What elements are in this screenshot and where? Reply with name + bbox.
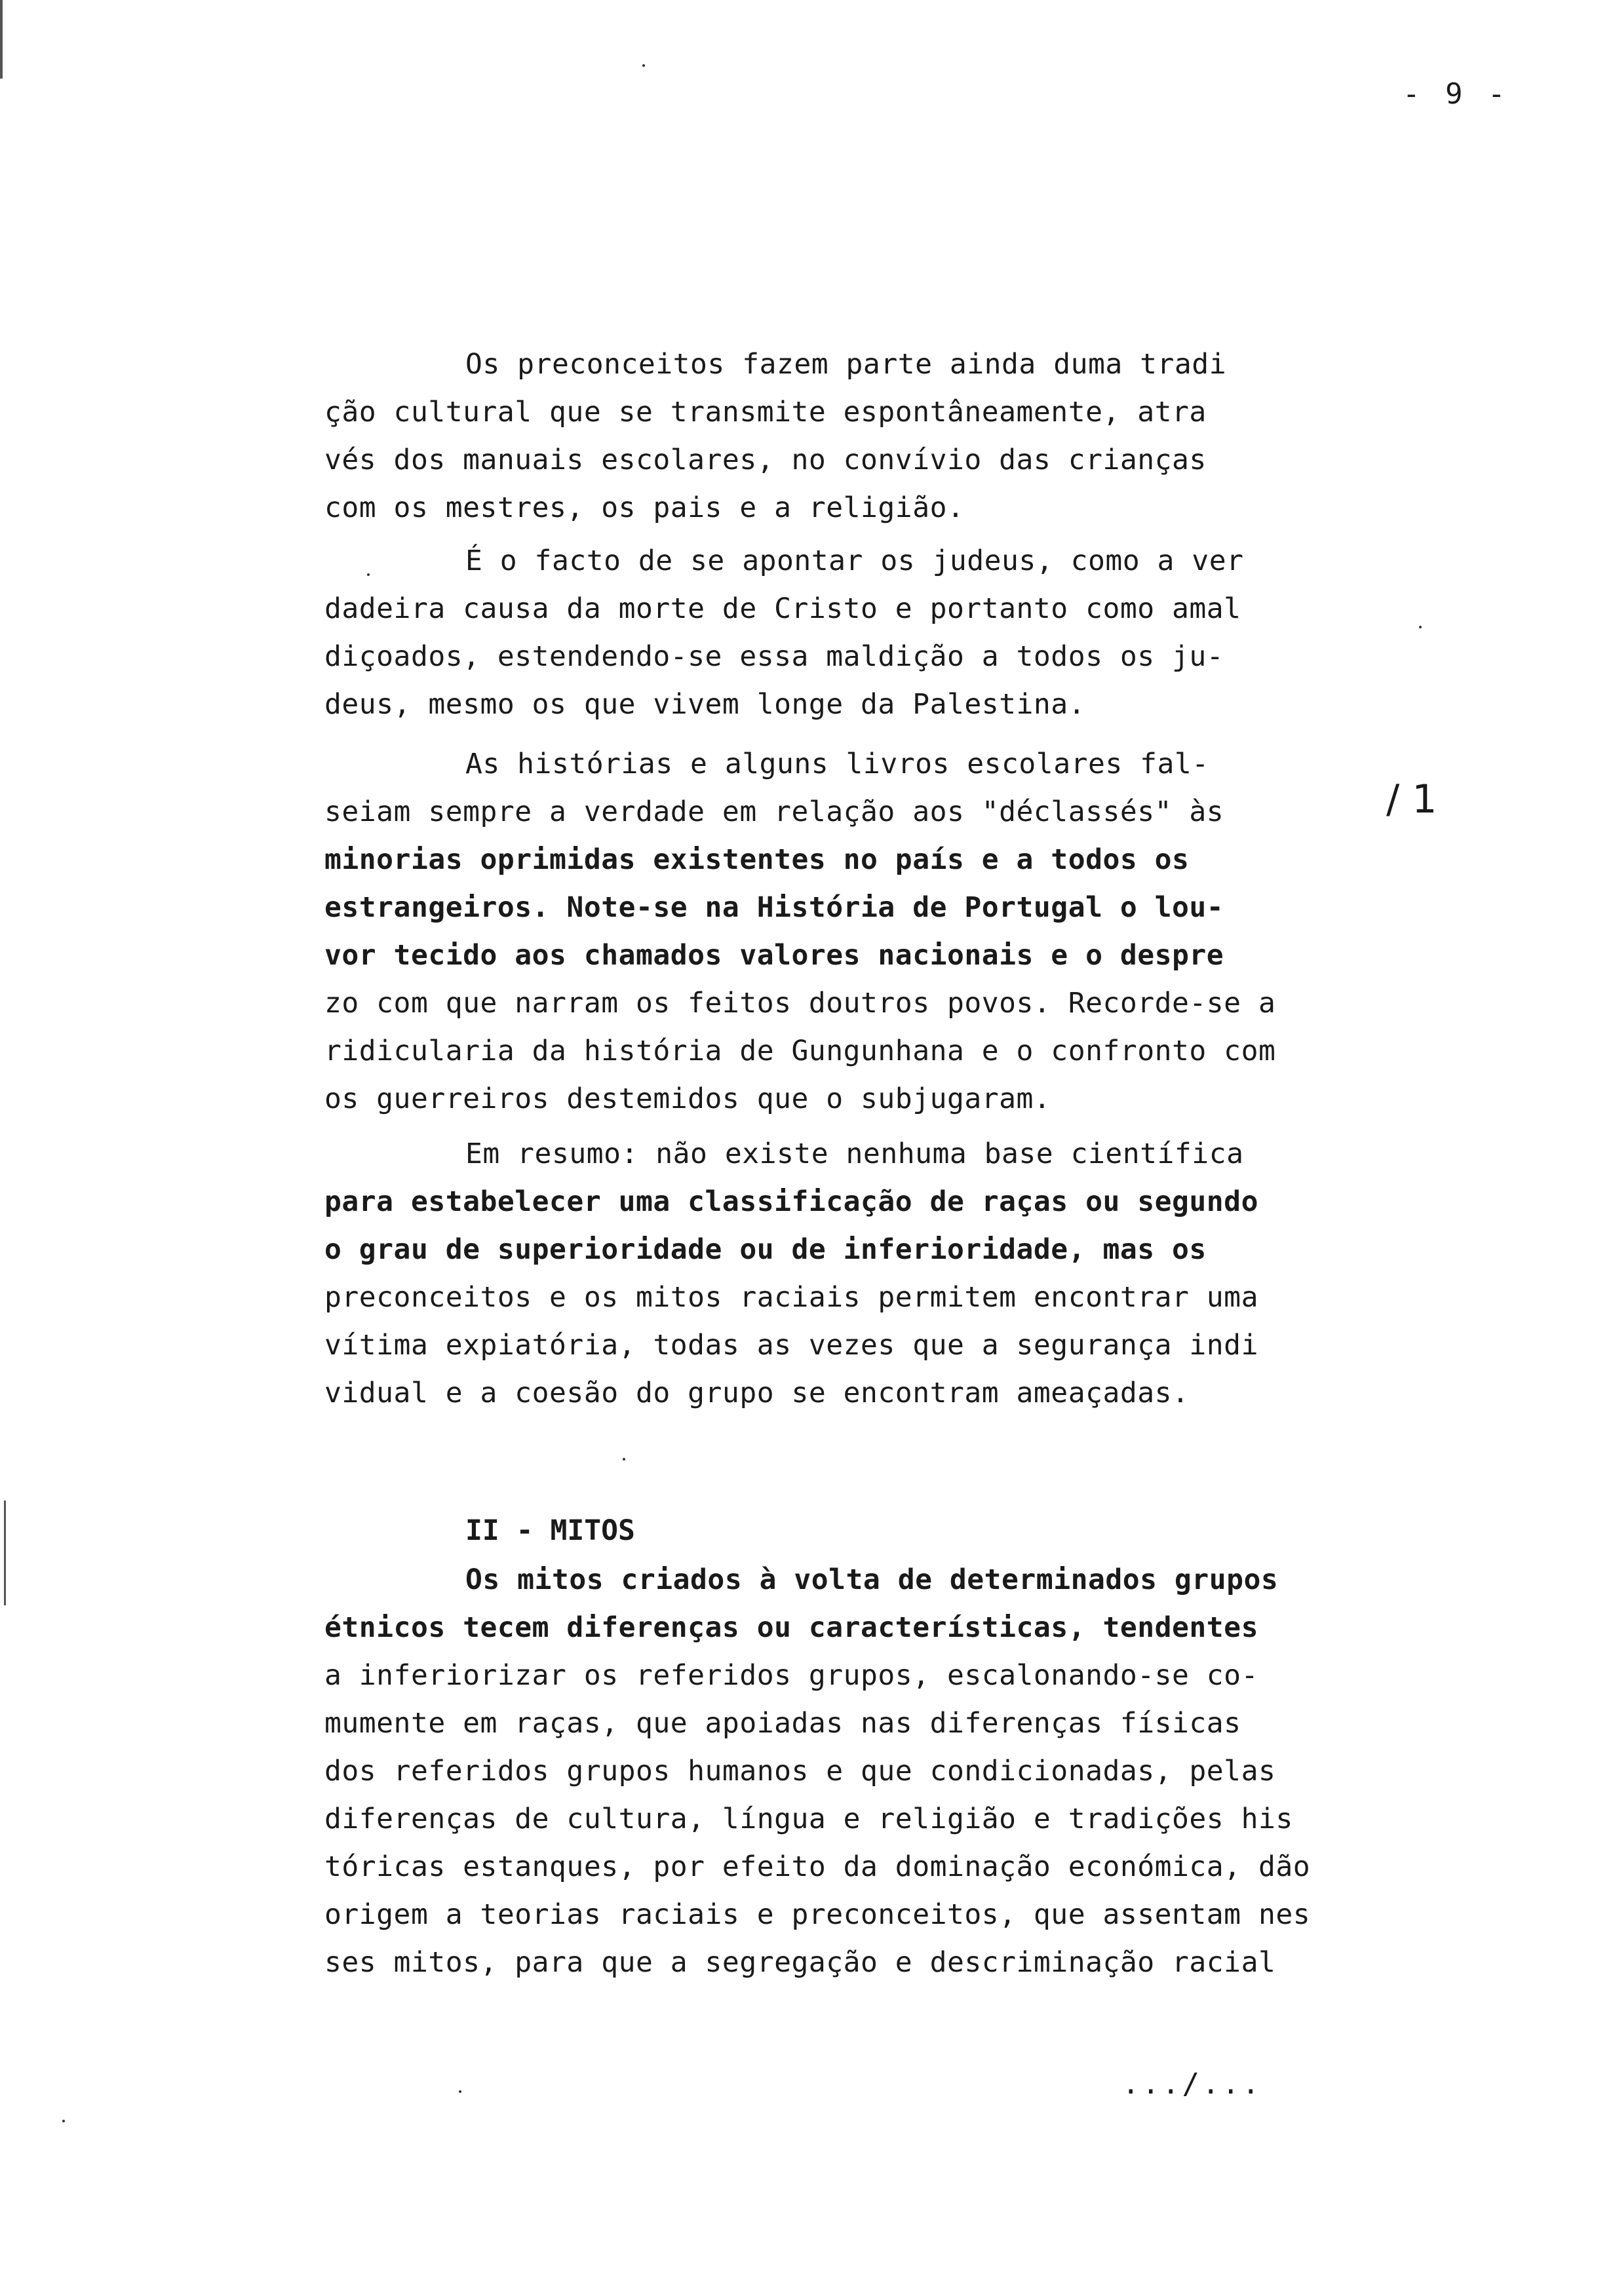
paragraph-mitos: [324, 1556, 1478, 1987]
scan-edge-mark: [4, 1501, 6, 1605]
text-line: diçoados, estendendo-se essa maldição a todos os ju-: [324, 640, 1224, 673]
text-line: a inferiorizar os referidos grupos, escalonando-se co-: [324, 1659, 1258, 1692]
text-line: preconceitos e os mitos raciais permitem encontrar uma: [324, 1281, 1258, 1314]
text-line: Em resumo: não existe nenhuma base científica: [465, 1138, 1244, 1170]
scan-speck: [623, 1458, 625, 1461]
text-line: As histórias e alguns livros escolares fal-: [465, 748, 1209, 780]
text-line: dos referidos grupos humanos e que condicionadas, pelas: [324, 1755, 1276, 1788]
section-heading-block: [324, 1507, 1478, 1555]
margin-annotation-mark: / 1: [1386, 776, 1437, 822]
text-line: tóricas estanques, por efeito da dominação económica, dão: [324, 1850, 1311, 1883]
text-line: minorias oprimidas existentes no país e a todos os: [324, 843, 1190, 876]
text-line: ção cultural que se transmite espontâneamente, atra: [324, 396, 1207, 429]
paragraph-historias-escolares: [324, 740, 1478, 1123]
text-line: dadeira causa da morte de Cristo e portanto como amal: [324, 592, 1241, 625]
text-line: ses mitos, para que a segregação e descriminação racial: [324, 1946, 1276, 1979]
scan-speck: [459, 2090, 461, 2093]
paragraph-resumo: [324, 1130, 1478, 1417]
text-line: com os mestres, os pais e a religião.: [324, 491, 965, 524]
text-line: ridicularia da história de Gungunhana e o confronto com: [324, 1035, 1276, 1067]
text-line: vítima expiatória, todas as vezes que a segurança indi: [324, 1329, 1258, 1362]
text-line: origem a teorias raciais e preconceitos, que assentam nes: [324, 1898, 1311, 1931]
text-line: vés dos manuais escolares, no convívio das crianças: [324, 444, 1207, 476]
text-line: para estabelecer uma classificação de raças ou segundo: [324, 1185, 1258, 1218]
text-line: deus, mesmo os que vivem longe da Palestina.: [324, 688, 1086, 721]
text-line: É o facto de se apontar os judeus, como a ver: [465, 545, 1244, 577]
scan-speck: [62, 2120, 65, 2122]
scan-speck: [1419, 626, 1422, 628]
text-line: os guerreiros destemidos que o subjugaram.: [324, 1082, 1051, 1115]
text-line: o grau de superioridade ou de inferioridade, mas os: [324, 1233, 1207, 1266]
text-line: Os preconceitos fazem parte ainda duma tradi: [465, 348, 1227, 381]
text-line: zo com que narram os feitos doutros povos. Recorde-se a: [324, 987, 1276, 1020]
paragraph-judeus: [324, 537, 1478, 729]
text-line: vidual e a coesão do grupo se encontram ameaçadas.: [324, 1377, 1190, 1409]
text-line: seiam sempre a verdade em relação aos "déclassés" às: [324, 795, 1224, 828]
text-line: estrangeiros. Note-se na História de Portugal o lou-: [324, 891, 1224, 924]
scan-speck: [367, 573, 370, 576]
paragraph-preconceitos-tradicao: [324, 341, 1478, 532]
text-line: étnicos tecem diferenças ou características, tendentes: [324, 1611, 1258, 1644]
continuation-marker: .../...: [1122, 2067, 1262, 2101]
text-line: Os mitos criados à volta de determinados grupos: [465, 1563, 1279, 1596]
scan-speck: [642, 64, 645, 67]
text-line: mumente em raças, que apoiadas nas diferenças físicas: [324, 1707, 1241, 1740]
page-number: - 9 -: [1403, 77, 1509, 111]
text-line: vor tecido aos chamados valores nacionais e o despre: [324, 939, 1224, 972]
text-line: diferenças de cultura, língua e religião e tradições his: [324, 1803, 1293, 1835]
scan-edge-mark: [0, 0, 3, 79]
section-heading: II - MITOS: [465, 1514, 635, 1547]
